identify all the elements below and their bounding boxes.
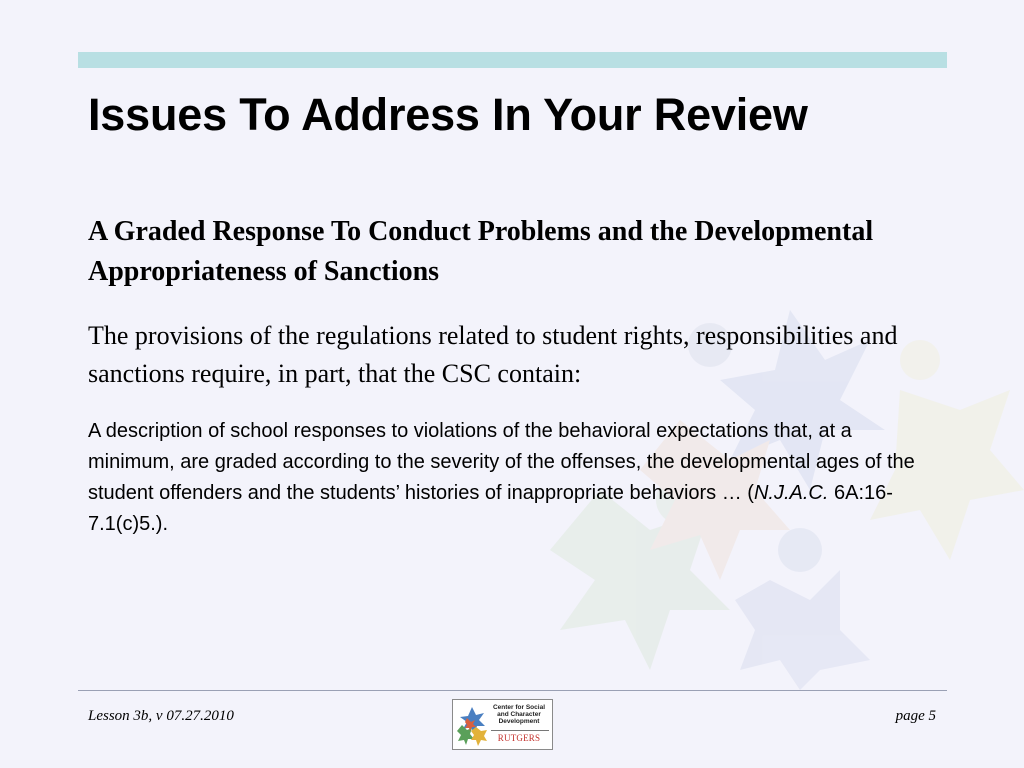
- slide-title: Issues To Address In Your Review: [88, 89, 808, 140]
- colorful-figures-icon: [456, 703, 488, 747]
- slide-subtitle: A Graded Response To Conduct Problems and the Developmental Appropriateness of Sanctions: [88, 216, 874, 287]
- regulation-quote: [88, 416, 928, 540]
- footer-lesson-version: Lesson 3b, v 07.27.2010: [88, 708, 234, 724]
- cscd-rutgers-logo: [452, 699, 553, 750]
- quote-text: A description of school responses to violations of the behavioral expectations that, at a minimum, are graded according to the severity of the offenses, the developmental ages of the student offenders and the students’ histories of inappropriate behaviors … (: [88, 420, 915, 504]
- footer-page-number: page 5: [895, 708, 936, 724]
- quote-reference: 6A:16-7.1(c)5.).: [88, 482, 893, 535]
- logo-org-name: Center for Social and Character Development: [492, 704, 545, 725]
- footer-divider: [78, 690, 947, 691]
- top-accent-bar: [78, 52, 947, 68]
- logo-university: RUTGERS: [497, 733, 541, 743]
- intro-paragraph: The provisions of the regulations related to student rights, responsibilities and sanctions require, in part, that the CSC contain:: [88, 321, 898, 388]
- quote-citation: N.J.A.C.: [753, 482, 829, 504]
- logo-divider: [491, 730, 549, 731]
